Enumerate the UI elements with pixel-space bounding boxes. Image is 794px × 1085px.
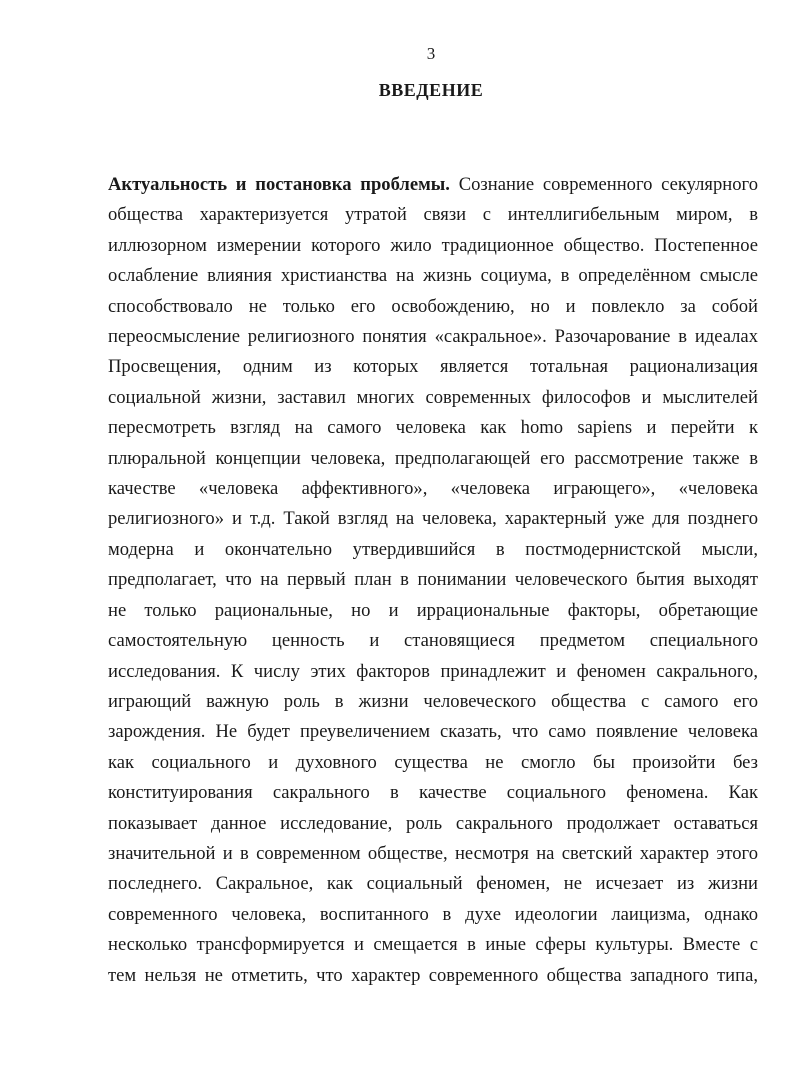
text-line: модерна и окончательно утвердившийся в постмодернистской мысли, <box>108 538 758 560</box>
text-line: пересмотреть взгляд на самого человека как homo sapiens и перейти к <box>108 417 758 439</box>
text-line: последнего. Сакральное, как социальный феномен, не исчезает из жизни <box>108 873 758 895</box>
text-line: Просвещения, одним из которых является тотальная рационализация <box>108 356 758 378</box>
text-line: качестве «человека аффективного», «человека играющего», «человека <box>108 478 758 500</box>
text-line-1 <box>108 170 758 200</box>
text-line: как социального и духовного существа не смогло бы произойти без <box>108 751 758 773</box>
text-line: иллюзорном измерении которого жило традиционное общество. Постепенное <box>108 234 758 256</box>
text-line: переосмысление религиозного понятия «сакральное». Разочарование в идеалах <box>108 326 758 348</box>
text-line: конституирования сакрального в качестве социального феномена. Как <box>108 782 758 804</box>
text-line: общества характеризуется утратой связи с интеллигибельным миром, в <box>108 204 758 226</box>
body-text <box>108 170 758 991</box>
text-line: ослабление влияния христианства на жизнь социума, в определённом смысле <box>108 265 758 287</box>
text-line: современного человека, воспитанного в духе идеологии лаицизма, однако <box>108 903 758 925</box>
text-line: плюральной концепции человека, предполагающей его рассмотрение также в <box>108 447 758 469</box>
text-line: исследования. К числу этих факторов принадлежит и феномен сакрального, <box>108 660 758 682</box>
section-heading: ВВЕДЕНИЕ <box>378 80 484 100</box>
text-line: зарождения. Не будет преувеличением сказать, что само появление человека <box>108 721 758 743</box>
text-line: значительной и в современном обществе, несмотря на светский характер этого <box>108 842 758 864</box>
text-line: играющий важную роль в жизни человеческого общества с самого его <box>108 690 758 712</box>
text-line: предполагает, что на первый план в понимании человеческого бытия выходят <box>108 569 758 591</box>
text-line: тем нельзя не отметить, что характер современного общества западного типа, <box>108 964 758 986</box>
page-number: 3 <box>426 44 436 63</box>
text-line: способствовало не только его освобождению, но и повлекло за собой <box>108 295 758 317</box>
text-line: социальной жизни, заставил многих современных философов и мыслителей <box>108 386 758 408</box>
lead-phrase: Актуальность и постановка проблемы. <box>108 174 450 195</box>
text-line: самостоятельную ценность и становящиеся предметом специального <box>108 630 758 652</box>
text-line: показывает данное исследование, роль сакрального продолжает оставаться <box>108 812 758 834</box>
text-line: религиозного» и т.д. Такой взгляд на человека, характерный уже для позднего <box>108 508 758 530</box>
text-line: не только рациональные, но и иррациональные факторы, обретающие <box>108 599 758 621</box>
text-line-1-rest: Сознание современного секулярного <box>449 174 758 195</box>
text-line: несколько трансформируется и смещается в иные сферы культуры. Вместе с <box>108 934 758 956</box>
